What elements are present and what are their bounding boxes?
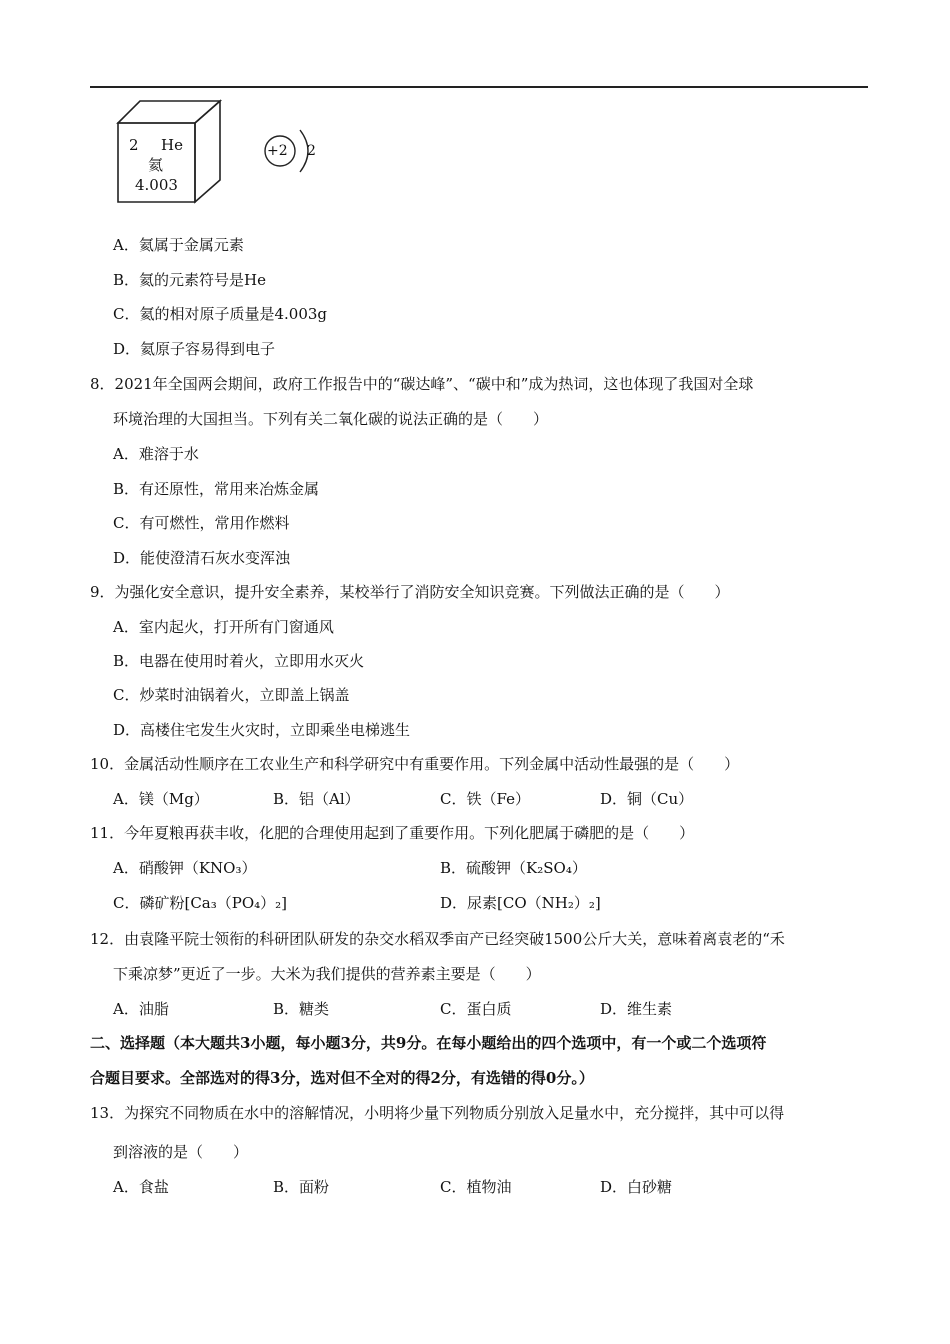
q7-option-d: D．氦原子容易得到电子 <box>113 340 276 358</box>
section2-heading-line1: 二、选择题（本大题共3小题，每小题3分，共9分。在每小题给出的四个选项中，有一个或二个选项符 <box>90 1034 767 1052</box>
atomic-mass: 4.003 <box>135 176 178 194</box>
q13-stem-line2: 到溶液的是（ ） <box>113 1143 249 1161</box>
q10-option-b: B．铝（Al） <box>273 790 360 808</box>
q8-stem-line2: 环境治理的大国担当。下列有关二氧化碳的说法正确的是（ ） <box>113 410 549 428</box>
helium-element-card <box>115 98 225 204</box>
q9-stem: 9．为强化安全意识，提升安全素养，某校举行了消防安全知识竞赛。下列做法正确的是（ ） <box>90 583 730 601</box>
element-symbol: He <box>161 136 183 154</box>
q7-option-b: B．氦的元素符号是He <box>113 271 266 289</box>
q9-option-c: C．炒菜时油锅着火，立即盖上锅盖 <box>113 686 350 704</box>
electron-count: 2 <box>307 143 316 159</box>
q12-option-c: C．蛋白质 <box>440 1000 512 1018</box>
q12-option-a: A．油脂 <box>113 1000 169 1018</box>
q10-option-d: D．铜（Cu） <box>600 790 694 808</box>
q7-option-a: A．氦属于金属元素 <box>113 236 244 254</box>
q10-option-a: A．镁（Mg） <box>113 790 209 808</box>
q11-option-d: D．尿素[CO（NH₂）₂] <box>440 894 601 912</box>
q11-option-a: A．硝酸钾（KNO₃） <box>113 859 257 877</box>
helium-atom-structure-diagram <box>260 120 330 180</box>
q13-option-b: B．面粉 <box>273 1178 330 1196</box>
q8-option-a: A．难溶于水 <box>113 445 199 463</box>
q12-option-b: B．糖类 <box>273 1000 330 1018</box>
q8-stem-line1: 8．2021年全国两会期间，政府工作报告中的“碳达峰”、“碳中和”成为热词，这也体现了我国对全球 <box>90 375 754 393</box>
q9-option-b: B．电器在使用时着火，立即用水灭火 <box>113 652 365 670</box>
q11-stem: 11．今年夏粮再获丰收，化肥的合理使用起到了重要作用。下列化肥属于磷肥的是（ ） <box>90 824 695 842</box>
q10-option-c: C．铁（Fe） <box>440 790 530 808</box>
q7-option-c: C．氦的相对原子质量是4.003g <box>113 305 328 323</box>
q11-option-c: C．磷矿粉[Ca₃（PO₄）₂] <box>113 894 288 912</box>
q12-option-d: D．维生素 <box>600 1000 673 1018</box>
q8-option-d: D．能使澄清石灰水变浑浊 <box>113 549 291 567</box>
q13-stem-line1: 13．为探究不同物质在水中的溶解情况，小明将少量下列物质分别放入足量水中，充分搅拌，其中可以得 <box>90 1104 785 1122</box>
atomic-number: 2 <box>129 136 139 154</box>
q12-stem-line1: 12．由袁隆平院士领衔的科研团队研发的杂交水稻双季亩产已经突破1500公斤大关，意味着离袁老的“禾 <box>90 930 785 948</box>
q8-option-b: B．有还原性，常用来冶炼金属 <box>113 480 320 498</box>
header-rule <box>90 86 868 88</box>
q11-option-b: B．硫酸钾（K₂SO₄） <box>440 859 587 877</box>
q9-option-a: A．室内起火，打开所有门窗通风 <box>113 618 334 636</box>
q9-option-d: D．高楼住宅发生火灾时，立即乘坐电梯逃生 <box>113 721 411 739</box>
q12-stem-line2: 下乘凉梦”更近了一步。大米为我们提供的营养素主要是（ ） <box>113 965 541 983</box>
element-name: 氦 <box>148 156 164 174</box>
q8-option-c: C．有可燃性，常用作燃料 <box>113 514 290 532</box>
section2-heading-line2: 合题目要求。全部选对的得3分，选对但不全对的得2分，有选错的得0分。） <box>90 1069 594 1087</box>
q13-option-d: D．白砂糖 <box>600 1178 673 1196</box>
q13-option-c: C．植物油 <box>440 1178 512 1196</box>
q10-stem: 10．金属活动性顺序在工农业生产和科学研究中有重要作用。下列金属中活动性最强的是（ ） <box>90 755 740 773</box>
q13-option-a: A．食盐 <box>113 1178 169 1196</box>
nucleus-charge: +2 <box>267 143 288 159</box>
